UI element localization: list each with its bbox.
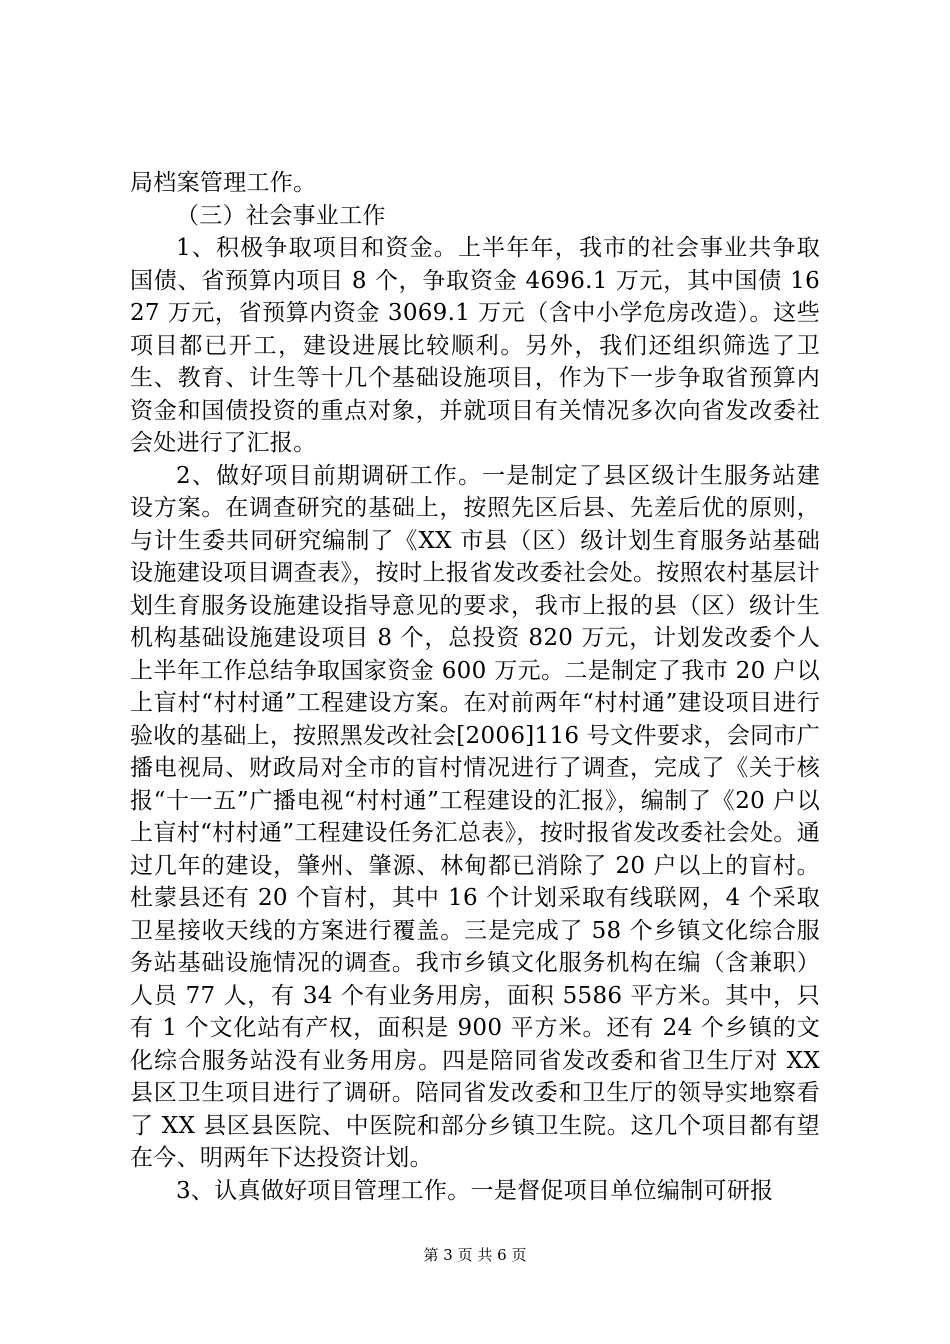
paragraph-3: 3、认真做好项目管理工作。一是督促项目单位编制可研报: [176, 1177, 774, 1204]
paragraph-1: 1、积极争取项目和资金。上半年年，我市的社会事业共争取国债、省预算内项目 8 个，争取资金 4696.1 万元，其中国债 1627 万元，省预算内资金 3069.1 万元（含中小学危房改造）。这些项目都已开工，建设进展比较顺利。另外，我们还组织筛选了卫生、教育、计生等十几个基础设施项目，作为下一步争取省预算内资金和国债投资的重点对象，并就项目有关情况多次向省发改委社会处进行了汇报。: [130, 235, 820, 456]
page-footer: 第 3 页 共 6 页: [423, 1246, 527, 1264]
paragraph-2: 2、做好项目前期调研工作。一是制定了县区级计生服务站建设方案。在调查研究的基础上，按照先区后县、先差后优的原则，与计生委共同研究编制了《XX 市县（区）级计划生育服务站基础设施建设项目调查表》，按时上报省发改委社会处。按照农村基层计划生育服务设施建设指导意见的要求，我市上报的县（区）级计生机构基础设施建设项目 8 个，总投资 820 万元，计划发改委个人上半年工作总结争取国家资金 600 万元。二是制定了我市 20 户以上盲村“村村通”工程建设方案。在对前两年“村村通”建设项目进行验收的基础上，按照黑发改社会[2006]116 号文件要求，会同市广播电视局、财政局对全市的盲村情况进行了调查，完成了《关于核报“十一五”广播电视“村村通”工程建设的汇报》，编制了《20 户以上盲村“村村通”工程建设任务汇总表》，按时报省发改委社会处。通过几年的建设，肇州、肇源、林甸都已消除了 20 户以上的盲村。杜蒙县还有 20 个盲村，其中 16 个计划采取有线联网，4 个采取卫星接收天线的方案进行覆盖。三是完成了 58 个乡镇文化综合服务站基础设施情况的调查。我市乡镇文化服务机构在编（含兼职）人员 77 人，有 34 个有业务用房，面积 5586 平方米。其中，只有 1 个文化站有产权，面积是 900 平方米。还有 24 个乡镇的文化综合服务站没有业务用房。四是陪同省发改委和省卫生厅对 XX 县区卫生项目进行了调研。陪同省发改委和卫生厅的领导实地察看了 XX 县区县医院、中医院和部分乡镇卫生院。这几个项目都有望在今、明两年下达投资计划。: [130, 462, 820, 1171]
document-body: [130, 167, 820, 1207]
paragraph-continuation: 局档案管理工作。: [130, 170, 317, 196]
section-heading: （三）社会事业工作: [176, 202, 386, 229]
